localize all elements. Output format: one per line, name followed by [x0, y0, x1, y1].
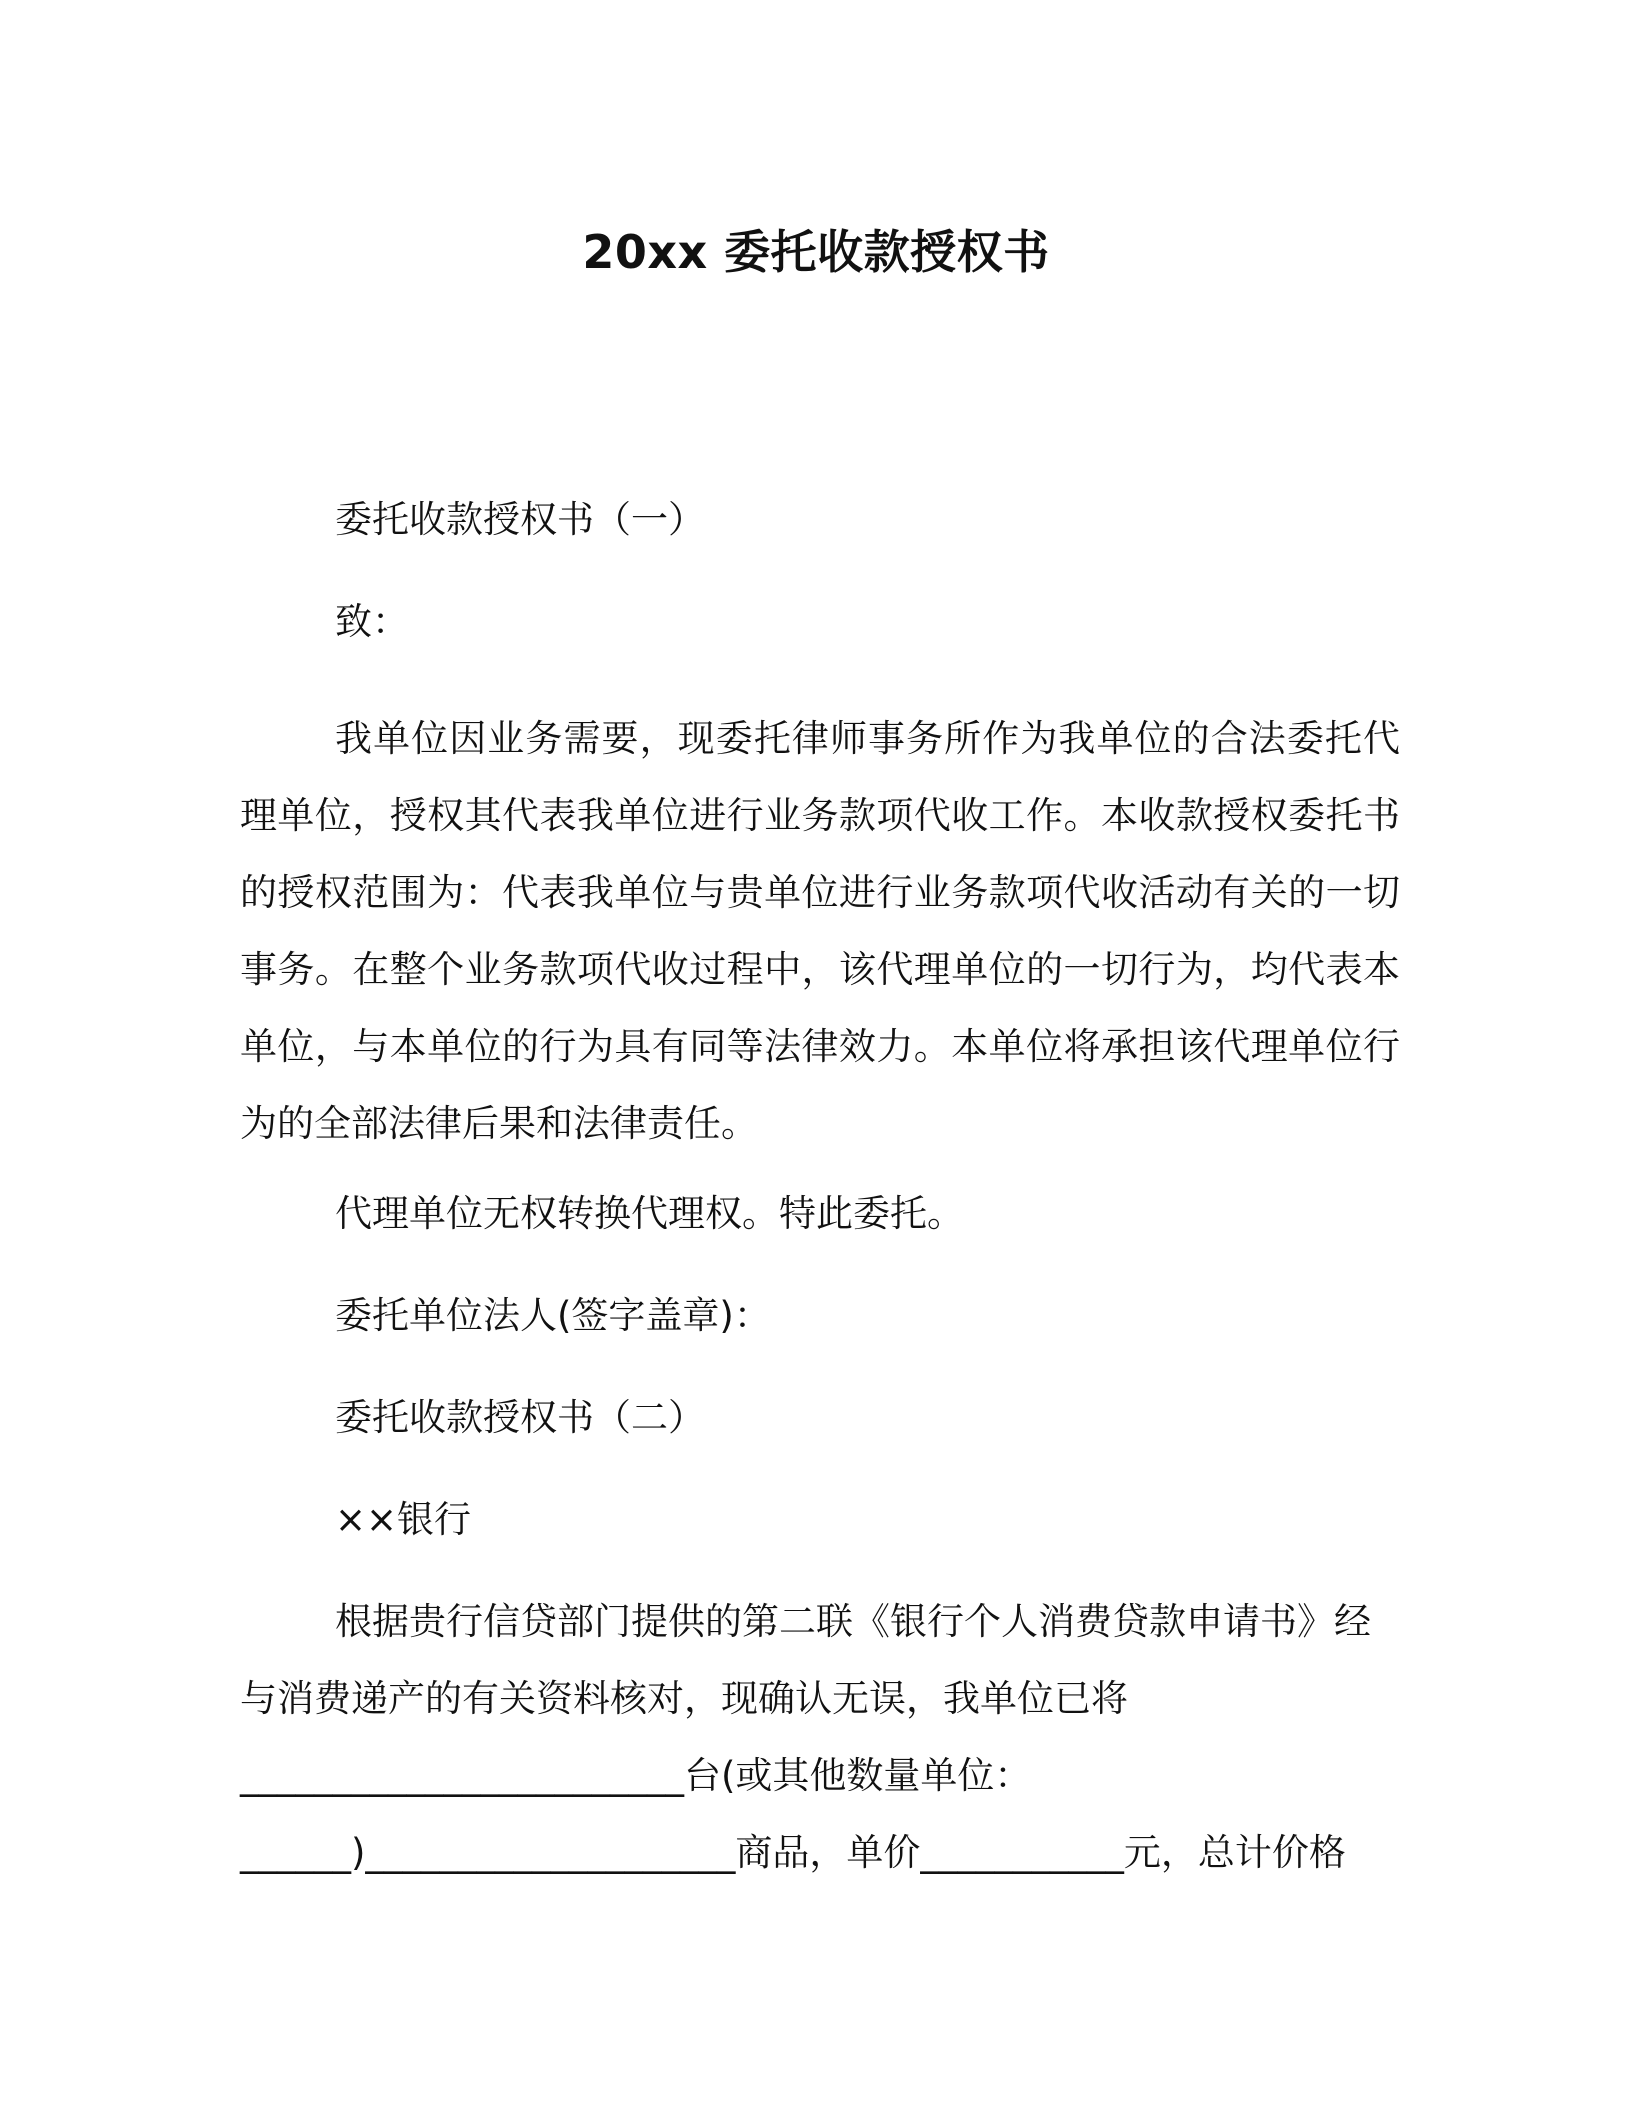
paragraph-authorization-scope: 我单位因业务需要，现委托律师事务所作为我单位的合法委托代理单位，授权其代表我单位进行业务款项代收工作。本收款授权委托书的授权范围为：代表我单位与贵单位进行业务款项代收活动有关的一切事务。在整个业务款项代收过程中，该代理单位的一切行为，均代表本单位，与本单位的行为具有同等法律效力。本单位将承担该代理单位行为的全部法律后果和法律责任。	[240, 717, 1400, 1145]
section2-heading: 委托收款授权书（二）	[335, 1396, 705, 1439]
salutation: 致：	[335, 600, 409, 643]
signature-line: 委托单位法人(签字盖章)：	[335, 1294, 771, 1337]
paragraph-confirmation-line2: 与消费递产的有关资料核对，现确认无误，我单位已将	[240, 1677, 1128, 1720]
paragraph-no-transfer: 代理单位无权转换代理权。特此委托。	[335, 1192, 964, 1235]
paragraph-price-line: ______)____________________商品，单价___________元，总计价格	[240, 1831, 1346, 1874]
paragraph-confirmation-line1: 根据贵行信贷部门提供的第二联《银行个人消费贷款申请书》经	[335, 1600, 1371, 1643]
section1-heading: 委托收款授权书（一）	[335, 498, 705, 541]
bank-addressee: ××银行	[335, 1498, 472, 1541]
document-title: 20xx 委托收款授权书	[582, 225, 1050, 279]
paragraph-quantity-line: ________________________台(或其他数量单位：	[240, 1754, 1032, 1797]
